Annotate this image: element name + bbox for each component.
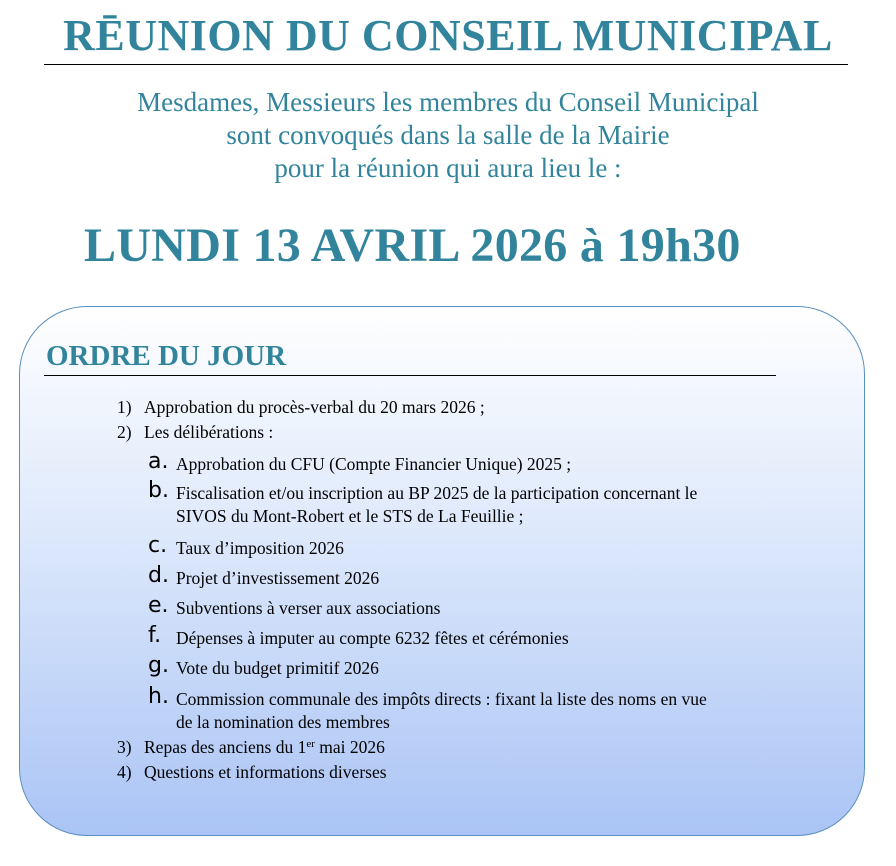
deliberation-text: Subventions à verser aux associations (176, 598, 441, 618)
deliberation-letter: d. (148, 563, 169, 588)
deliberation-text-continued: SIVOS du Mont-Robert et le STS de La Feuillie ; (176, 506, 524, 526)
deliberation-letter: h. (148, 684, 169, 709)
agenda-item-number: 3) (117, 737, 132, 757)
agenda-item-text: Questions et informations diverses (144, 762, 387, 782)
deliberation-letter: f. (148, 623, 162, 648)
page-title: RĒUNION DU CONSEIL MUNICIPAL (63, 11, 833, 60)
deliberation-text: Dépenses à imputer au compte 6232 fêtes et cérémonies (176, 628, 569, 648)
agenda-item-number: 4) (117, 762, 132, 782)
agenda-item-number: 1) (117, 397, 132, 417)
agenda-item-number: 2) (117, 422, 132, 442)
deliberation-text-continued: de la nomination des membres (176, 712, 390, 732)
meeting-date: LUNDI 13 AVRIL 2026 à 19h30 (84, 219, 741, 272)
convocation-text (0, 86, 896, 185)
deliberation-letter: g. (148, 653, 169, 678)
convocation-line: pour la réunion qui aura lieu le : (274, 153, 622, 183)
deliberation-text: Commission communale des impôts directs : fixant la liste des noms en vue (176, 689, 707, 709)
deliberation-text: Fiscalisation et/ou inscription au BP 2025 de la participation concernant le (176, 483, 698, 503)
convocation-line: sont convoqués dans la salle de la Mairie (226, 120, 670, 150)
deliberation-text: Vote du budget primitif 2026 (176, 658, 379, 678)
deliberation-text: Approbation du CFU (Compte Financier Unique) 2025 ; (176, 454, 572, 474)
deliberation-letter: b. (148, 478, 169, 503)
agenda-item-text (144, 737, 385, 758)
title-underline (44, 64, 848, 65)
agenda-item-text-before: Repas des anciens du 1 (144, 737, 307, 757)
agenda-title: ORDRE DU JOUR (46, 340, 287, 372)
agenda-item-text: Les délibérations : (144, 422, 274, 442)
deliberation-text: Projet d’investissement 2026 (176, 568, 380, 588)
agenda-title-underline (44, 375, 776, 376)
agenda-item-text: Approbation du procès-verbal du 20 mars 2026 ; (144, 397, 485, 417)
deliberation-letter: a. (148, 449, 169, 474)
ordinal-superscript: er (306, 738, 315, 750)
deliberation-letter: e. (148, 593, 169, 618)
convocation-line: Mesdames, Messieurs les membres du Conseil Municipal (137, 87, 759, 117)
agenda-item-text-after: mai 2026 (314, 737, 385, 757)
deliberation-text: Taux d’imposition 2026 (176, 538, 344, 558)
deliberation-letter: c. (148, 533, 168, 558)
